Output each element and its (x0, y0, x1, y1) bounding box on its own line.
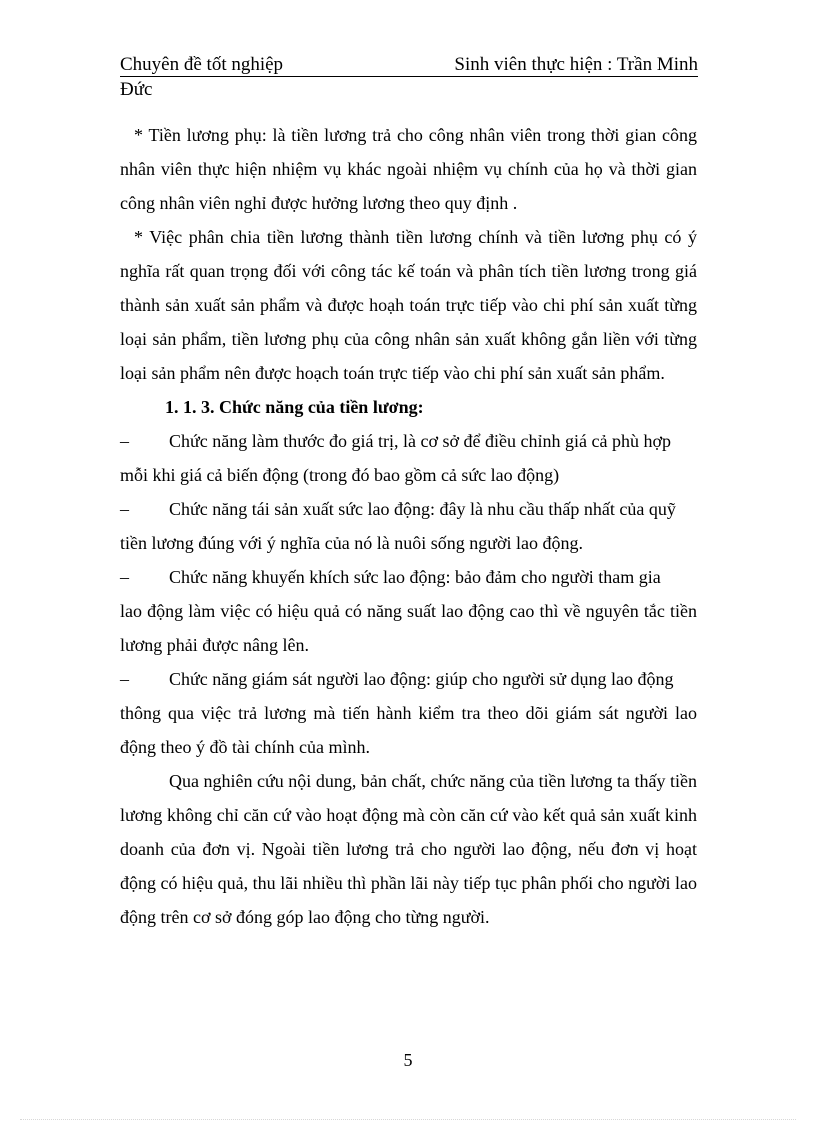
dash-bullet: – (120, 567, 129, 587)
page-number: 5 (403, 1050, 413, 1070)
paragraph-conclusion: Qua nghiên cứu nội dung, bản chất, chức năng của tiền lương ta thấy tiền lương không chỉ căn cứ vào hoạt động mà còn căn cứ vào kết quả sản xuất kinh doanh của đơn vị. Ngoài tiền lương trả cho người lao động, nếu đơn vị hoạt động có hiệu quả, thu lãi nhiều thì phần lãi này tiếp tục phân phối cho người lao động trên cơ sở đóng góp lao động cho từng người. (120, 771, 697, 927)
dash-bullet: – (120, 431, 129, 451)
function-item (120, 662, 697, 764)
page-header (120, 52, 698, 101)
function-item-continuation: tiền lương đúng với ý nghĩa của nó là nuôi sống người lao động. (120, 533, 584, 553)
page-bottom-divider (20, 1119, 796, 1120)
function-item-continuation: lao động làm việc có hiệu quả có năng suất lao động cao thì về nguyên tắc tiền lương phải được nâng lên. (120, 601, 697, 655)
dash-bullet: – (120, 669, 129, 689)
paragraph-salary-division: * Việc phân chia tiền lương thành tiền lương chính và tiền lương phụ có ý nghĩa rất quan trọng đối với công tác kế toán và phân tích tiền lương trong giá thành sản xuất sản phẩm và được hoạh toán trực tiếp vào chi phí sản xuất từng loại sản phẩm, tiền lương phụ của công nhân sản xuất không gắn liền với từng loại sản phẩm nên được hoạch toán trực tiếp vào chi phí sản xuất sản phẩm. (120, 227, 697, 383)
function-item-first-line: Chức năng tái sản xuất sức lao động: đây là nhu cầu thấp nhất của quỹ (169, 499, 676, 519)
function-item-continuation: mỗi khi giá cả biến động (trong đó bao gồm cả sức lao động) (120, 465, 560, 485)
section-heading: 1. 1. 3. Chức năng của tiền lương: (165, 397, 424, 417)
function-item-first-line: Chức năng khuyến khích sức lao động: bảo đảm cho người tham gia (169, 567, 661, 587)
function-item-first-line: Chức năng giám sát người lao động: giúp cho người sử dụng lao động (169, 669, 674, 689)
header-author-continuation: Đức (120, 79, 153, 100)
function-item (120, 492, 697, 560)
document-body (120, 118, 697, 934)
dash-bullet: – (120, 499, 129, 519)
function-item (120, 424, 697, 492)
function-item-first-line: Chức năng làm thước đo giá trị, là cơ sở để điều chỉnh giá cả phù hợp (169, 431, 671, 451)
function-item (120, 560, 697, 662)
header-author: Sinh viên thực hiện : Trần Minh (454, 54, 698, 75)
header-row (120, 52, 698, 77)
function-item-continuation: thông qua việc trả lương mà tiến hành kiểm tra theo dõi giám sát người lao động theo ý đồ tài chính của mình. (120, 703, 697, 757)
paragraph-supplementary-salary: * Tiền lương phụ: là tiền lương trả cho công nhân viên trong thời gian công nhân viên thực hiện nhiệm vụ khác ngoài nhiệm vụ chính của họ và thời gian công nhân viên nghỉ được hưởng lương theo quy định . (120, 125, 697, 213)
header-document-type: Chuyên đề tốt nghiệp (120, 54, 284, 75)
